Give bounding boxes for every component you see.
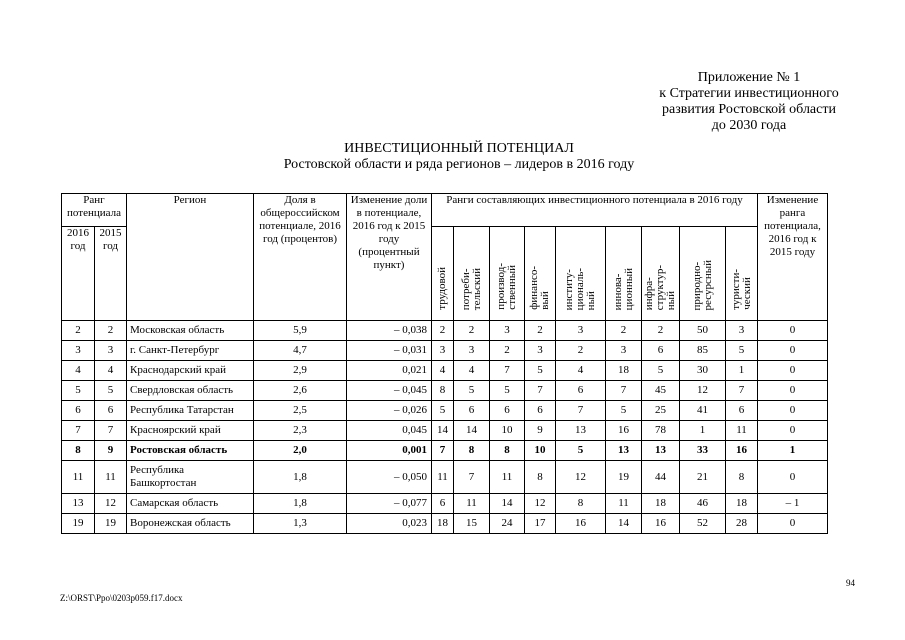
production-rank-cell: 10 [490, 421, 525, 441]
infrastructure-rank-cell: 16 [642, 514, 680, 534]
table-row [62, 381, 828, 401]
region-cell: Воронежская область [127, 514, 254, 534]
financial-rank-cell: 12 [525, 494, 556, 514]
financial-rank-cell: 10 [525, 441, 556, 461]
rank-change-cell: 0 [758, 381, 828, 401]
consumer-rank-cell: 15 [454, 514, 490, 534]
innovation-rank-cell: 3 [606, 341, 642, 361]
region-cell: Республика Башкортостан [127, 461, 254, 494]
appendix-line-4: до 2030 года [711, 118, 787, 133]
header-comp-tourist: туристи- ческий [726, 227, 758, 321]
share-cell: 1,3 [254, 514, 347, 534]
labor-rank-cell: 5 [432, 401, 454, 421]
rank-2015-cell: 4 [95, 361, 127, 381]
table-row [62, 341, 828, 361]
table-row [62, 361, 828, 381]
innovation-rank-cell: 5 [606, 401, 642, 421]
natural-rank-cell: 41 [680, 401, 726, 421]
tourist-rank-cell: 5 [726, 341, 758, 361]
labor-rank-cell: 8 [432, 381, 454, 401]
share-change-cell: 0,023 [347, 514, 432, 534]
rank-2015-cell: 12 [95, 494, 127, 514]
infrastructure-rank-cell: 5 [642, 361, 680, 381]
rank-change-cell: 0 [758, 461, 828, 494]
labor-rank-cell: 6 [432, 494, 454, 514]
labor-rank-cell: 14 [432, 421, 454, 441]
header-year-2016: 2016 год [62, 227, 95, 321]
financial-rank-cell: 5 [525, 361, 556, 381]
financial-rank-cell: 8 [525, 461, 556, 494]
rank-2016-cell: 11 [62, 461, 95, 494]
header-comp-infrastructure: инфра- структур- ный [642, 227, 680, 321]
production-rank-cell: 7 [490, 361, 525, 381]
share-cell: 1,8 [254, 494, 347, 514]
infrastructure-rank-cell: 2 [642, 321, 680, 341]
share-cell: 2,3 [254, 421, 347, 441]
table-row [62, 421, 828, 441]
labor-rank-cell: 3 [432, 341, 454, 361]
share-change-cell: 0,021 [347, 361, 432, 381]
rank-2016-cell: 19 [62, 514, 95, 534]
consumer-rank-cell: 5 [454, 381, 490, 401]
infrastructure-rank-cell: 45 [642, 381, 680, 401]
tourist-rank-cell: 3 [726, 321, 758, 341]
header-comp-innovation: иннова- ционный [606, 227, 642, 321]
region-cell: Красноярский край [127, 421, 254, 441]
rank-2016-cell: 7 [62, 421, 95, 441]
infrastructure-rank-cell: 44 [642, 461, 680, 494]
header-comp-production: производ- ственный [490, 227, 525, 321]
rank-2015-cell: 3 [95, 341, 127, 361]
financial-rank-cell: 2 [525, 321, 556, 341]
rank-2015-cell: 9 [95, 441, 127, 461]
share-cell: 4,7 [254, 341, 347, 361]
natural-rank-cell: 33 [680, 441, 726, 461]
appendix-note [600, 70, 898, 134]
rank-2016-cell: 2 [62, 321, 95, 341]
table-row [62, 494, 828, 514]
infrastructure-rank-cell: 13 [642, 441, 680, 461]
natural-rank-cell: 30 [680, 361, 726, 381]
header-year-2015: 2015 год [95, 227, 127, 321]
header-share: Доля в общероссийском потенциале, 2016 год (процентов) [254, 194, 347, 321]
institutional-rank-cell: 8 [556, 494, 606, 514]
share-change-cell: 0,045 [347, 421, 432, 441]
consumer-rank-cell: 11 [454, 494, 490, 514]
rank-change-cell: – 1 [758, 494, 828, 514]
rank-2016-cell: 3 [62, 341, 95, 361]
labor-rank-cell: 18 [432, 514, 454, 534]
header-rank: Ранг потенциала [62, 194, 127, 227]
rank-change-cell: 0 [758, 421, 828, 441]
region-cell: Свердловская область [127, 381, 254, 401]
rank-2016-cell: 6 [62, 401, 95, 421]
rank-2016-cell: 8 [62, 441, 95, 461]
header-share-change: Изменение доли в потенциале, 2016 год к 2015 году (процентный пункт) [347, 194, 432, 321]
institutional-rank-cell: 3 [556, 321, 606, 341]
rank-2016-cell: 5 [62, 381, 95, 401]
natural-rank-cell: 46 [680, 494, 726, 514]
title-line-2: Ростовской области и ряда регионов – лидеров в 2016 году [283, 157, 635, 172]
innovation-rank-cell: 2 [606, 321, 642, 341]
rank-change-cell: 0 [758, 514, 828, 534]
consumer-rank-cell: 7 [454, 461, 490, 494]
production-rank-cell: 8 [490, 441, 525, 461]
financial-rank-cell: 7 [525, 381, 556, 401]
header-comp-natural: природно- ресурсный [680, 227, 726, 321]
rank-2015-cell: 2 [95, 321, 127, 341]
consumer-rank-cell: 3 [454, 341, 490, 361]
header-components: Ранги составляющих инвестиционного потенциала в 2016 году [432, 194, 758, 227]
rank-2015-cell: 19 [95, 514, 127, 534]
rank-change-cell: 0 [758, 341, 828, 361]
institutional-rank-cell: 7 [556, 401, 606, 421]
infrastructure-rank-cell: 78 [642, 421, 680, 441]
labor-rank-cell: 11 [432, 461, 454, 494]
financial-rank-cell: 17 [525, 514, 556, 534]
consumer-rank-cell: 8 [454, 441, 490, 461]
innovation-rank-cell: 14 [606, 514, 642, 534]
table-row [62, 461, 828, 494]
table-row [62, 441, 828, 461]
table-header [62, 194, 828, 321]
consumer-rank-cell: 6 [454, 401, 490, 421]
production-rank-cell: 6 [490, 401, 525, 421]
share-change-cell: – 0,031 [347, 341, 432, 361]
rank-change-cell: 0 [758, 401, 828, 421]
production-rank-cell: 11 [490, 461, 525, 494]
share-change-cell: – 0,045 [347, 381, 432, 401]
infrastructure-rank-cell: 6 [642, 341, 680, 361]
infrastructure-rank-cell: 25 [642, 401, 680, 421]
natural-rank-cell: 52 [680, 514, 726, 534]
tourist-rank-cell: 11 [726, 421, 758, 441]
share-cell: 1,8 [254, 461, 347, 494]
consumer-rank-cell: 2 [454, 321, 490, 341]
labor-rank-cell: 2 [432, 321, 454, 341]
rank-2016-cell: 4 [62, 361, 95, 381]
share-change-cell: – 0,038 [347, 321, 432, 341]
innovation-rank-cell: 19 [606, 461, 642, 494]
consumer-rank-cell: 14 [454, 421, 490, 441]
institutional-rank-cell: 13 [556, 421, 606, 441]
rank-2015-cell: 5 [95, 381, 127, 401]
natural-rank-cell: 85 [680, 341, 726, 361]
share-cell: 2,9 [254, 361, 347, 381]
production-rank-cell: 14 [490, 494, 525, 514]
natural-rank-cell: 1 [680, 421, 726, 441]
share-change-cell: – 0,077 [347, 494, 432, 514]
tourist-rank-cell: 6 [726, 401, 758, 421]
institutional-rank-cell: 5 [556, 441, 606, 461]
rank-change-cell: 0 [758, 361, 828, 381]
rank-2015-cell: 7 [95, 421, 127, 441]
share-cell: 5,9 [254, 321, 347, 341]
share-change-cell: 0,001 [347, 441, 432, 461]
labor-rank-cell: 4 [432, 361, 454, 381]
rank-change-cell: 1 [758, 441, 828, 461]
institutional-rank-cell: 6 [556, 381, 606, 401]
natural-rank-cell: 12 [680, 381, 726, 401]
production-rank-cell: 2 [490, 341, 525, 361]
financial-rank-cell: 3 [525, 341, 556, 361]
region-cell: г. Санкт-Петербург [127, 341, 254, 361]
table-row [62, 401, 828, 421]
financial-rank-cell: 6 [525, 401, 556, 421]
tourist-rank-cell: 1 [726, 361, 758, 381]
tourist-rank-cell: 8 [726, 461, 758, 494]
production-rank-cell: 5 [490, 381, 525, 401]
region-cell: Ростовская область [127, 441, 254, 461]
consumer-rank-cell: 4 [454, 361, 490, 381]
production-rank-cell: 3 [490, 321, 525, 341]
rank-change-cell: 0 [758, 321, 828, 341]
natural-rank-cell: 50 [680, 321, 726, 341]
share-change-cell: – 0,050 [347, 461, 432, 494]
table-row [62, 514, 828, 534]
region-cell: Самарская область [127, 494, 254, 514]
tourist-rank-cell: 7 [726, 381, 758, 401]
innovation-rank-cell: 18 [606, 361, 642, 381]
rank-2015-cell: 11 [95, 461, 127, 494]
title-line-1: ИНВЕСТИЦИОННЫЙ ПОТЕНЦИАЛ [344, 141, 574, 156]
innovation-rank-cell: 16 [606, 421, 642, 441]
table-row [62, 321, 828, 341]
share-cell: 2,5 [254, 401, 347, 421]
innovation-rank-cell: 7 [606, 381, 642, 401]
financial-rank-cell: 9 [525, 421, 556, 441]
innovation-rank-cell: 13 [606, 441, 642, 461]
investment-potential-table [61, 193, 828, 534]
appendix-line-3: развития Ростовской области [662, 102, 836, 117]
share-cell: 2,0 [254, 441, 347, 461]
labor-rank-cell: 7 [432, 441, 454, 461]
file-path: Z:\ORST\Ppo\0203p059.f17.docx [60, 593, 183, 603]
region-cell: Республика Татарстан [127, 401, 254, 421]
rank-2015-cell: 6 [95, 401, 127, 421]
table-body [62, 321, 828, 534]
appendix-line-2: к Стратегии инвестиционного [659, 86, 839, 101]
header-comp-institutional: институ- циональ- ный [556, 227, 606, 321]
header-region: Регион [127, 194, 254, 321]
header-comp-labor: трудовой [432, 227, 454, 321]
appendix-line-1: Приложение № 1 [697, 70, 801, 85]
region-cell: Московская область [127, 321, 254, 341]
institutional-rank-cell: 16 [556, 514, 606, 534]
tourist-rank-cell: 28 [726, 514, 758, 534]
institutional-rank-cell: 4 [556, 361, 606, 381]
infrastructure-rank-cell: 18 [642, 494, 680, 514]
header-comp-financial: финансо- вый [525, 227, 556, 321]
production-rank-cell: 24 [490, 514, 525, 534]
document-title [230, 141, 688, 173]
header-comp-consumer: потреби- тельский [454, 227, 490, 321]
share-change-cell: – 0,026 [347, 401, 432, 421]
tourist-rank-cell: 18 [726, 494, 758, 514]
institutional-rank-cell: 2 [556, 341, 606, 361]
institutional-rank-cell: 12 [556, 461, 606, 494]
rank-2016-cell: 13 [62, 494, 95, 514]
share-cell: 2,6 [254, 381, 347, 401]
tourist-rank-cell: 16 [726, 441, 758, 461]
natural-rank-cell: 21 [680, 461, 726, 494]
page-number: 94 [846, 578, 855, 588]
innovation-rank-cell: 11 [606, 494, 642, 514]
region-cell: Краснодарский край [127, 361, 254, 381]
header-rank-change: Изменение ранга потенциала, 2016 год к 2015 году [758, 194, 828, 321]
